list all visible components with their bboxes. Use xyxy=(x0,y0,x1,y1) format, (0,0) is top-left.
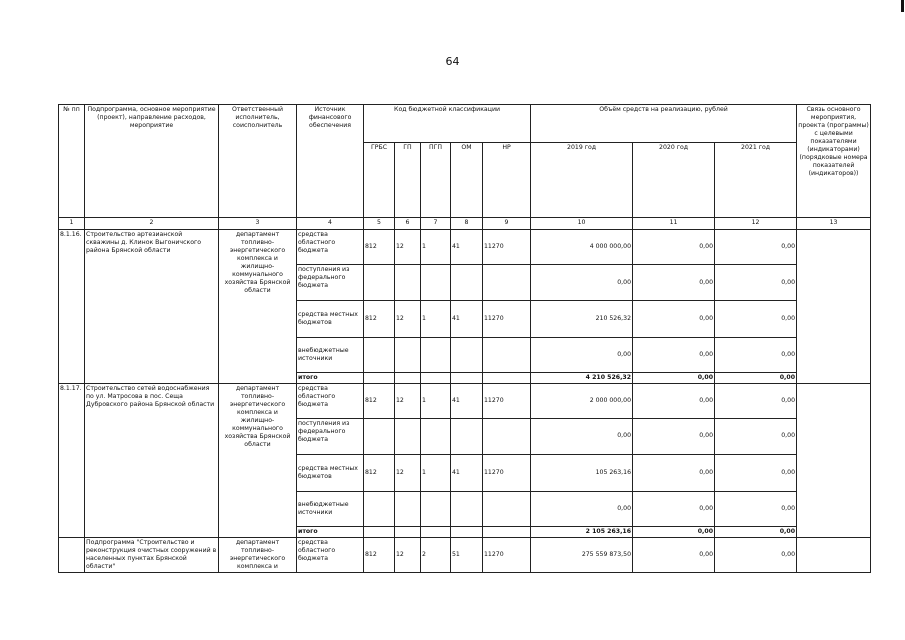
grbs-cell: 812 xyxy=(364,230,395,265)
row-number: 8.1.16. xyxy=(59,230,85,384)
header-year-2019: 2019 год xyxy=(531,143,633,218)
gp-cell xyxy=(395,338,421,373)
amount-2021: 0,00 xyxy=(715,418,797,454)
pgp-cell xyxy=(421,491,451,526)
measure-name: Подпрограмма "Строительство и реконструкция очистных сооружений в населенных пунктах Брянской области" xyxy=(85,537,219,572)
pgp-cell: 1 xyxy=(421,383,451,418)
header-indicator-link: Связь основного мероприятия, проекта (программы) с целевыми показателями (индикаторами) (порядковые номера показателей (индикаторов)) xyxy=(797,105,871,218)
nr-cell: 11270 xyxy=(483,537,531,572)
gp-cell: 12 xyxy=(395,230,421,265)
funding-source: средства областного бюджета xyxy=(297,383,364,418)
pgp-cell xyxy=(421,338,451,373)
column-number: 9 xyxy=(483,218,531,230)
nr-cell xyxy=(483,418,531,454)
grbs-cell: 812 xyxy=(364,537,395,572)
amount-2020: 0,00 xyxy=(633,418,715,454)
header-grbs: ГРБС xyxy=(364,143,395,218)
funding-source: средства областного бюджета xyxy=(297,230,364,265)
total-2021: 0,00 xyxy=(715,373,797,384)
column-number: 4 xyxy=(297,218,364,230)
nr-cell xyxy=(483,491,531,526)
amount-2020: 0,00 xyxy=(633,338,715,373)
funding-source: поступления из федерального бюджета xyxy=(297,265,364,301)
indicator-link xyxy=(797,383,871,537)
funding-source: средства областного бюджета xyxy=(297,537,364,572)
pgp-cell: 1 xyxy=(421,454,451,491)
nr-cell: 11270 xyxy=(483,454,531,491)
column-number: 12 xyxy=(715,218,797,230)
page-number: 64 xyxy=(445,55,460,68)
table-row xyxy=(59,537,871,572)
column-number: 1 xyxy=(59,218,85,230)
column-number: 7 xyxy=(421,218,451,230)
gp-cell: 12 xyxy=(395,454,421,491)
column-number: 11 xyxy=(633,218,715,230)
header-year-2021: 2021 год xyxy=(715,143,797,218)
executor-name: департамент топливно-энергетического комплекса и xyxy=(219,537,297,572)
total-2019: 4 210 526,32 xyxy=(531,373,633,384)
grbs-cell: 812 xyxy=(364,383,395,418)
header-source: Источник финансового обеспечения xyxy=(297,105,364,218)
amount-2019: 105 263,16 xyxy=(531,454,633,491)
pgp-cell xyxy=(421,265,451,301)
scan-edge-mark xyxy=(901,0,904,12)
amount-2019: 4 000 000,00 xyxy=(531,230,633,265)
nr-cell: 11270 xyxy=(483,301,531,338)
om-cell: 41 xyxy=(451,230,483,265)
om-cell xyxy=(451,491,483,526)
pgp-cell xyxy=(421,418,451,454)
pgp-cell: 2 xyxy=(421,537,451,572)
header-num: № пп xyxy=(59,105,85,218)
executor-name: департамент топливно-энергетического комплекса и жилищно-коммунального хозяйства Брянской области xyxy=(219,230,297,384)
total-2019: 2 105 263,16 xyxy=(531,526,633,537)
amount-2020: 0,00 xyxy=(633,383,715,418)
gp-cell xyxy=(395,265,421,301)
om-cell: 51 xyxy=(451,537,483,572)
column-number: 13 xyxy=(797,218,871,230)
amount-2021: 0,00 xyxy=(715,491,797,526)
column-number: 2 xyxy=(85,218,219,230)
grbs-cell xyxy=(364,418,395,454)
amount-2019: 275 559 873,50 xyxy=(531,537,633,572)
header-executor: Ответственный исполнитель, соисполнитель xyxy=(219,105,297,218)
amount-2021: 0,00 xyxy=(715,265,797,301)
amount-2019: 0,00 xyxy=(531,338,633,373)
header-row xyxy=(59,105,871,143)
amount-2020: 0,00 xyxy=(633,230,715,265)
amount-2021: 0,00 xyxy=(715,537,797,572)
nr-cell xyxy=(483,265,531,301)
table-row xyxy=(59,230,871,265)
measure-name: Строительство сетей водоснабжения по ул. Матросова в пос. Сеща Дубровского района Брянской области xyxy=(85,383,219,537)
total-2020: 0,00 xyxy=(633,373,715,384)
funding-source: поступления из федерального бюджета xyxy=(297,418,364,454)
column-number: 5 xyxy=(364,218,395,230)
funding-source: внебюджетные источники xyxy=(297,338,364,373)
table-row xyxy=(59,383,871,418)
header-program: Подпрограмма, основное мероприятие (проект), направление расходов, мероприятие xyxy=(85,105,219,218)
column-number: 3 xyxy=(219,218,297,230)
amount-2021: 0,00 xyxy=(715,338,797,373)
amount-2020: 0,00 xyxy=(633,537,715,572)
measure-name: Строительство артезианской скважины д. Клинок Выгоничского района Брянской области xyxy=(85,230,219,384)
total-label: итого xyxy=(297,526,364,537)
budget-table xyxy=(58,104,871,573)
column-number-row xyxy=(59,218,871,230)
header-volume: Объём средств на реализацию, рублей xyxy=(531,105,797,143)
gp-cell: 12 xyxy=(395,301,421,338)
om-cell xyxy=(451,265,483,301)
om-cell: 41 xyxy=(451,383,483,418)
pgp-cell: 1 xyxy=(421,301,451,338)
nr-cell: 11270 xyxy=(483,230,531,265)
funding-source: средства местных бюджетов xyxy=(297,454,364,491)
indicator-link xyxy=(797,230,871,384)
executor-name: департамент топливно-энергетического комплекса и жилищно-коммунального хозяйства Брянской области xyxy=(219,383,297,537)
total-2020: 0,00 xyxy=(633,526,715,537)
gp-cell: 12 xyxy=(395,383,421,418)
amount-2020: 0,00 xyxy=(633,454,715,491)
funding-source: средства местных бюджетов xyxy=(297,301,364,338)
row-number: 8.1.17. xyxy=(59,383,85,537)
gp-cell xyxy=(395,418,421,454)
amount-2021: 0,00 xyxy=(715,230,797,265)
amount-2021: 0,00 xyxy=(715,383,797,418)
header-gp: ГП xyxy=(395,143,421,218)
indicator-link xyxy=(797,537,871,572)
gp-cell xyxy=(395,491,421,526)
funding-source: внебюджетные источники xyxy=(297,491,364,526)
amount-2019: 210 526,32 xyxy=(531,301,633,338)
grbs-cell xyxy=(364,491,395,526)
amount-2019: 0,00 xyxy=(531,265,633,301)
amount-2019: 0,00 xyxy=(531,418,633,454)
nr-cell: 11270 xyxy=(483,383,531,418)
amount-2020: 0,00 xyxy=(633,491,715,526)
amount-2020: 0,00 xyxy=(633,265,715,301)
column-number: 10 xyxy=(531,218,633,230)
nr-cell xyxy=(483,338,531,373)
amount-2019: 2 000 000,00 xyxy=(531,383,633,418)
om-cell: 41 xyxy=(451,454,483,491)
om-cell xyxy=(451,338,483,373)
amount-2021: 0,00 xyxy=(715,454,797,491)
total-2021: 0,00 xyxy=(715,526,797,537)
om-cell xyxy=(451,418,483,454)
grbs-cell: 812 xyxy=(364,301,395,338)
column-number: 8 xyxy=(451,218,483,230)
grbs-cell xyxy=(364,338,395,373)
grbs-cell xyxy=(364,265,395,301)
amount-2019: 0,00 xyxy=(531,491,633,526)
total-label: итого xyxy=(297,373,364,384)
gp-cell: 12 xyxy=(395,537,421,572)
amount-2021: 0,00 xyxy=(715,301,797,338)
header-budget-code: Код бюджетной классификации xyxy=(364,105,531,143)
header-nr: НР xyxy=(483,143,531,218)
header-om: ОМ xyxy=(451,143,483,218)
om-cell: 41 xyxy=(451,301,483,338)
amount-2020: 0,00 xyxy=(633,301,715,338)
column-number: 6 xyxy=(395,218,421,230)
pgp-cell: 1 xyxy=(421,230,451,265)
header-year-2020: 2020 год xyxy=(633,143,715,218)
row-number xyxy=(59,537,85,572)
grbs-cell: 812 xyxy=(364,454,395,491)
header-pgp: ПГП xyxy=(421,143,451,218)
